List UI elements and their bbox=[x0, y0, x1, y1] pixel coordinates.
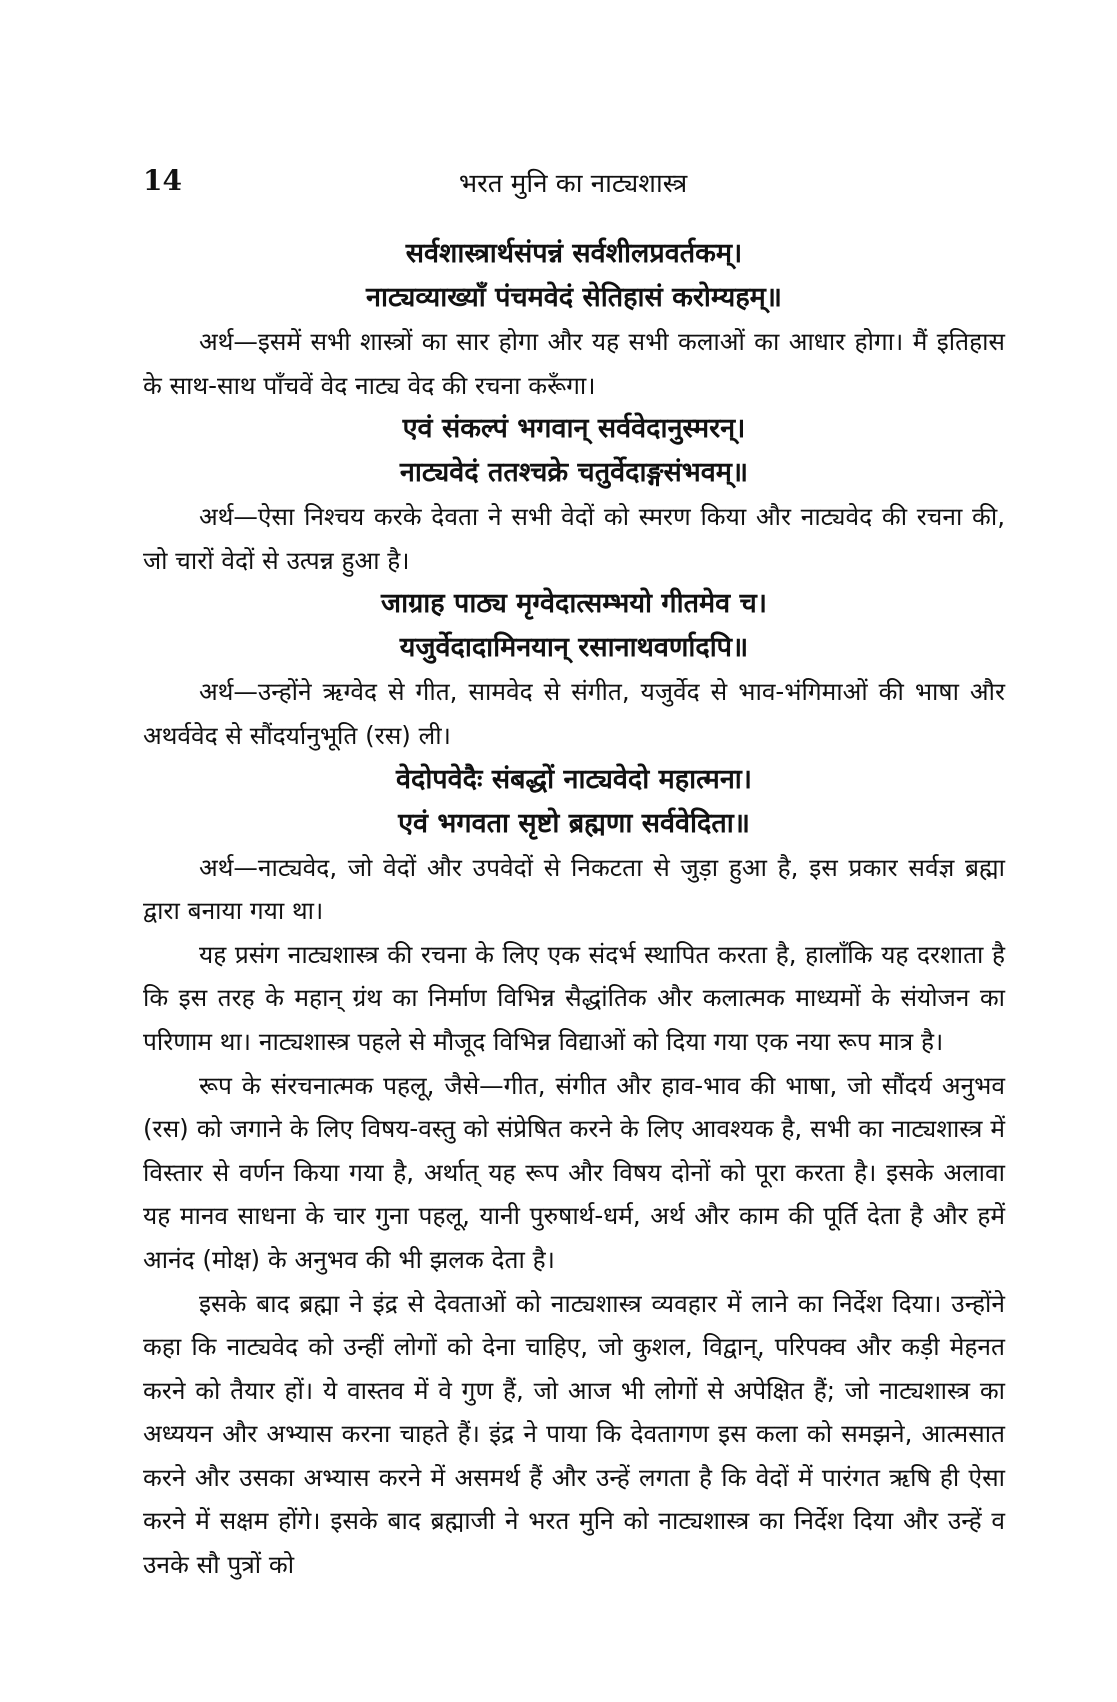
verse-line: जाग्राह पाठ्य मृग्वेदात्सम्भयो गीतमेव च। bbox=[381, 588, 767, 620]
page-header bbox=[143, 160, 1003, 204]
meaning-paragraph: अर्थ—उन्होंने ऋग्वेद से गीत, सामवेद से संगीत, यजुर्वेद से भाव-भंगिमाओं की भाषा और अथर्ववेद से सौंदर्यानुभूति (रस) ली। bbox=[143, 677, 1005, 750]
verse-line: यजुर्वेदादामिनयान् रसानाथवर्णादपि॥ bbox=[399, 632, 749, 664]
verse-line: नाट्यव्याख्याँ पंचमवेदं सेतिहासं करोम्यहम्॥ bbox=[366, 282, 782, 313]
verse-line: नाट्यवेदं ततश्चक्रे चतुर्वेदाङ्गसंभवम्॥ bbox=[399, 457, 749, 489]
body-paragraph: यह प्रसंग नाट्यशास्त्र की रचना के लिए एक संदर्भ स्थापित करता है, हालाँकि यह दरशाता है कि इस तरह के महान् ग्रंथ का निर्माण विभिन्न सैद्धांतिक और कलात्मक माध्यमों के संयोजन का परिणाम था। नाट्यशास्त्र पहले से मौजूद विभिन्न विद्याओं को दिया गया एक नया रूप मात्र है। bbox=[143, 939, 1005, 1056]
body-paragraph: रूप के संरचनात्मक पहलू, जैसे—गीत, संगीत और हाव-भाव की भाषा, जो सौंदर्य अनुभव (रस) को जगाने के लिए विषय-वस्तु को संप्रेषित करने के लिए आवश्यक है, सभी का नाट्यशास्त्र में विस्तार से वर्णन किया गया है, अर्थात् यह रूप और विषय दोनों को पूरा करता है। इसके अलावा यह मानव साधना के चार गुना पहलू, यानी पुरुषार्थ-धर्म, अर्थ और काम की पूर्ति देता है और हमें आनंद (मोक्ष) के अनुभव की भी झलक देता है। bbox=[143, 1070, 1005, 1274]
verse-line: सर्वशास्त्रार्थसंपन्नं सर्वशीलप्रवर्तकम्। bbox=[405, 238, 743, 269]
page-body bbox=[143, 232, 1005, 1587]
page-number: 14 bbox=[143, 164, 182, 197]
meaning-paragraph: अर्थ—नाट्यवेद, जो वेदों और उपवेदों से निकटता से जुड़ा हुआ है, इस प्रकार सर्वज्ञ ब्रह्मा द्वारा बनाया गया था। bbox=[143, 852, 1005, 926]
verse-line: वेदोपवेदैः संबद्धों नाट्यवेदो महात्मना। bbox=[395, 763, 753, 795]
meaning-paragraph: अर्थ—इसमें सभी शास्त्रों का सार होगा और यह सभी कलाओं का आधार होगा। मैं इतिहास के साथ-साथ पाँचवें वेद नाट्य वेद की रचना करूँगा। bbox=[143, 327, 1005, 400]
running-title: भरत मुनि का नाट्यशास्त्र bbox=[458, 169, 688, 199]
body-paragraph: इसके बाद ब्रह्मा ने इंद्र से देवताओं को नाट्यशास्त्र व्यवहार में लाने का निर्देश दिया। उन्होंने कहा कि नाट्यवेद को उन्हीं लोगों को देना चाहिए, जो कुशल, विद्वान्, परिपक्व और कड़ी मेहनत करने को तैयार हों। ये वास्तव में वे गुण हैं, जो आज भी लोगों से अपेक्षित हैं; जो नाट्यशास्त्र का अध्ययन और अभ्यास करना चाहते हैं। इंद्र ने पाया कि देवतागण इस कला को समझने, आत्मसात करने और उसका अभ्यास करने में असमर्थ हैं और उन्हें लगता है कि वेदों में पारंगत ऋषि ही ऐसा करने में सक्षम होंगे। इसके बाद ब्रह्माजी ने भरत मुनि को नाट्यशास्त्र का निर्देश दिया और उन्हें व उनके सौ पुत्रों को bbox=[143, 1288, 1005, 1580]
meaning-paragraph: अर्थ—ऐसा निश्चय करके देवता ने सभी वेदों को स्मरण किया और नाट्यवेद की रचना की, जो चारों वेदों से उत्पन्न हुआ है। bbox=[143, 502, 1005, 575]
verse-line: एवं संकल्पं भगवान् सर्ववेदानुस्मरन्। bbox=[402, 413, 746, 445]
verse-line: एवं भगवता सृष्टो ब्रह्मणा सर्ववेदिता॥ bbox=[398, 807, 750, 839]
